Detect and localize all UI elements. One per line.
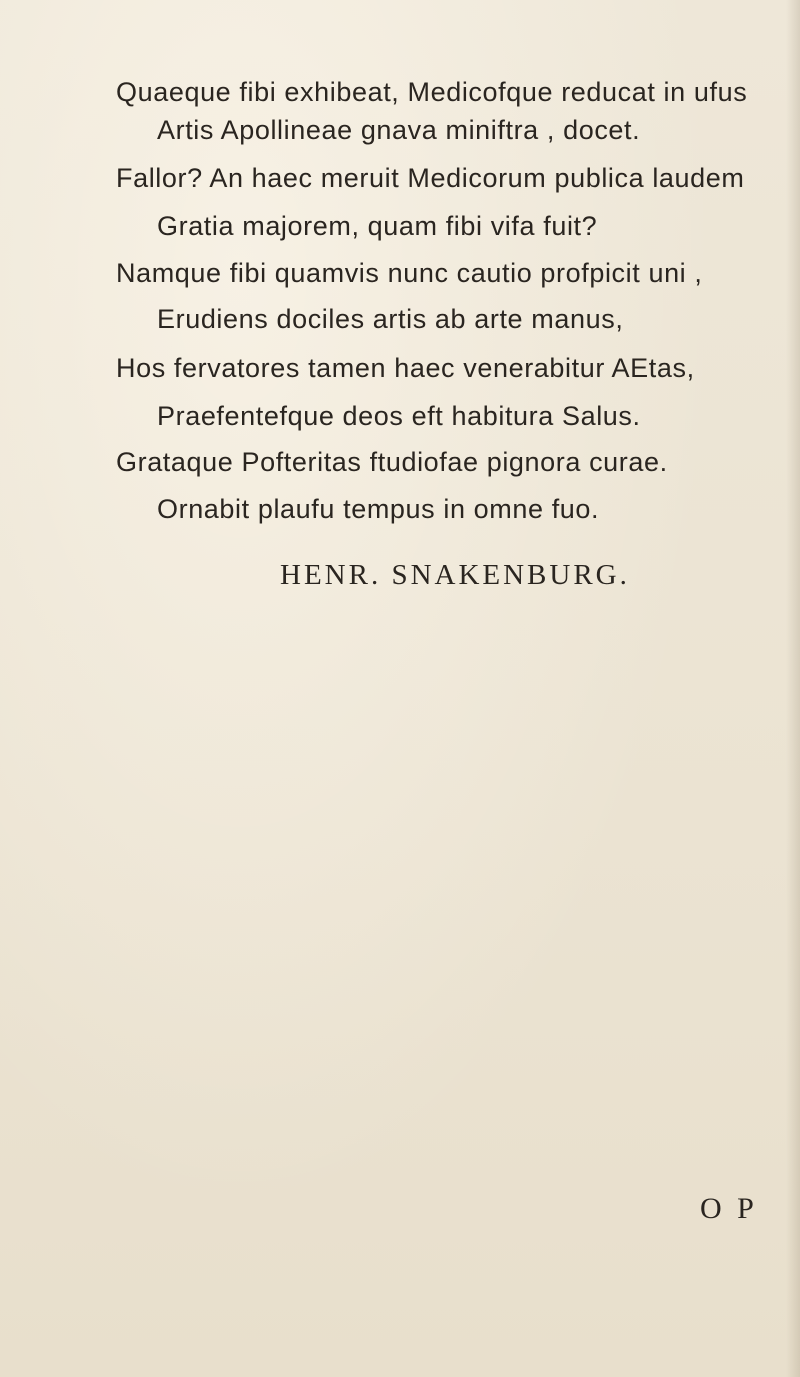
page-edge-shadow [786, 0, 800, 1377]
author-signature: HENR. SNAKENBURG. [280, 559, 630, 591]
poem-line-5: Namque fibi quamvis nunc cautio profpicit uni , [116, 258, 703, 288]
poem-line-9: Grataque Pofteritas ftudiofae pignora curae. [116, 447, 668, 477]
poem-line-4: Gratia majorem, quam fibi vifa fuit? [157, 211, 598, 241]
poem-line-1: Quaeque fibi exhibeat, Medicofque reducat in ufus [116, 77, 748, 107]
poem-line-6: Erudiens dociles artis ab arte manus, [157, 304, 624, 334]
poem-line-7: Hos fervatores tamen haec venerabitur AEtas, [116, 353, 695, 383]
poem-line-2: Artis Apollineae gnava miniftra , docet. [157, 115, 641, 145]
poem-line-3: Fallor? An haec meruit Medicorum publica laudem [116, 163, 745, 193]
catchword: O P [700, 1192, 758, 1225]
poem-line-8: Praefentefque deos eft habitura Salus. [157, 401, 641, 431]
poem-line-10: Ornabit plaufu tempus in omne fuo. [157, 494, 600, 524]
